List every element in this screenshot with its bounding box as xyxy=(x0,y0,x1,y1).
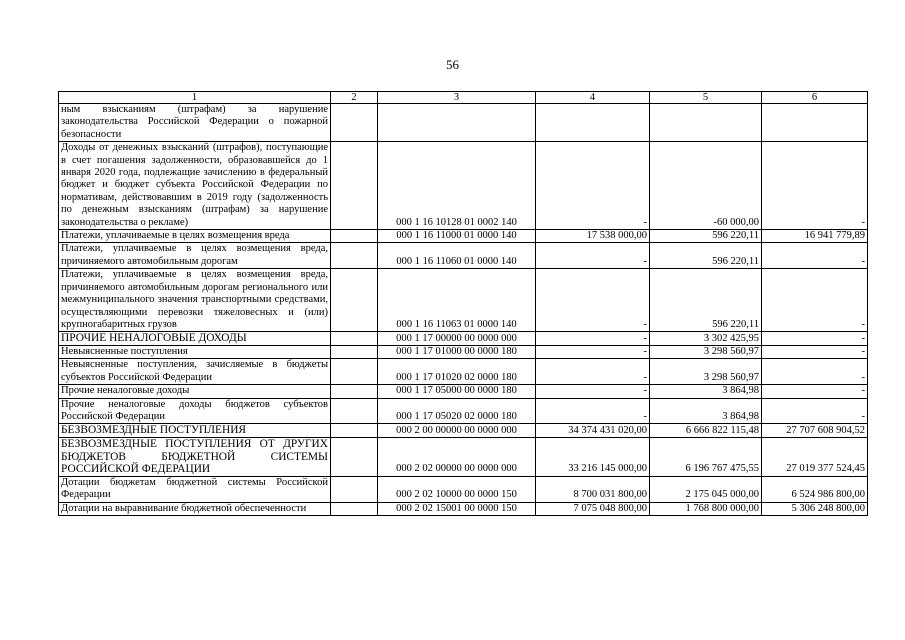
row-name-cell: Прочие неналоговые доходы бюджетов субъектов Российской Федерации xyxy=(59,398,331,424)
row-remaining-cell: 27 019 377 524,45 xyxy=(762,437,868,476)
row-name-cell: Дотации бюджетам бюджетной системы Российской Федерации xyxy=(59,476,331,502)
row-col2-cell xyxy=(331,476,378,502)
row-name-cell: ПРОЧИЕ НЕНАЛОГОВЫЕ ДОХОДЫ xyxy=(59,332,331,346)
row-planned-cell: 8 700 031 800,00 xyxy=(536,476,650,502)
row-col2-cell xyxy=(331,345,378,358)
row-executed-cell: 1 768 800 000,00 xyxy=(650,502,762,515)
row-executed-cell xyxy=(650,104,762,142)
row-planned-cell: - xyxy=(536,398,650,424)
table-row xyxy=(59,476,868,502)
table-row xyxy=(59,243,868,269)
row-col2-cell xyxy=(331,230,378,243)
row-code-cell: 000 1 16 11063 01 0000 140 xyxy=(378,269,536,332)
row-name-cell: Платежи, уплачиваемые в целях возмещения вреда, причиняемого автомобильным дорогам xyxy=(59,243,331,269)
row-planned-cell: 17 538 000,00 xyxy=(536,230,650,243)
row-executed-cell: 3 864,98 xyxy=(650,385,762,398)
column-header: 3 xyxy=(378,92,536,104)
row-name-cell: Дотации на выравнивание бюджетной обеспеченности xyxy=(59,502,331,515)
row-remaining-cell: - xyxy=(762,142,868,230)
row-code-cell: 000 1 17 05020 02 0000 180 xyxy=(378,398,536,424)
row-planned-cell: - xyxy=(536,142,650,230)
row-code-cell: 000 2 00 00000 00 0000 000 xyxy=(378,424,536,438)
row-remaining-cell: - xyxy=(762,385,868,398)
page-number: 56 xyxy=(446,57,459,72)
row-executed-cell: 2 175 045 000,00 xyxy=(650,476,762,502)
row-planned-cell: - xyxy=(536,345,650,358)
budget-revenue-table xyxy=(58,91,868,516)
row-code-cell: 000 2 02 10000 00 0000 150 xyxy=(378,476,536,502)
column-header: 2 xyxy=(331,92,378,104)
table-row xyxy=(59,424,868,438)
row-name-cell: ным взысканиям (штрафам) за нарушение законодательства Российской Федерации о пожарной безопасности xyxy=(59,104,331,142)
row-col2-cell xyxy=(331,437,378,476)
row-col2-cell xyxy=(331,104,378,142)
row-col2-cell xyxy=(331,398,378,424)
table-row xyxy=(59,332,868,346)
table-row xyxy=(59,142,868,230)
row-col2-cell xyxy=(331,142,378,230)
row-code-cell: 000 2 02 15001 00 0000 150 xyxy=(378,502,536,515)
row-planned-cell: - xyxy=(536,269,650,332)
row-col2-cell xyxy=(331,359,378,385)
table-row xyxy=(59,230,868,243)
row-planned-cell: - xyxy=(536,385,650,398)
column-header: 5 xyxy=(650,92,762,104)
table-row xyxy=(59,359,868,385)
row-remaining-cell xyxy=(762,104,868,142)
row-remaining-cell: - xyxy=(762,269,868,332)
row-executed-cell: 3 302 425,95 xyxy=(650,332,762,346)
row-name-cell: Невыясненные поступления, зачисляемые в бюджеты субъектов Российской Федерации xyxy=(59,359,331,385)
row-executed-cell: 596 220,11 xyxy=(650,269,762,332)
row-planned-cell: 33 216 145 000,00 xyxy=(536,437,650,476)
table-row xyxy=(59,104,868,142)
table-row xyxy=(59,398,868,424)
row-code-cell: 000 1 16 11000 01 0000 140 xyxy=(378,230,536,243)
row-name-cell: Доходы от денежных взысканий (штрафов), поступающие в счет погашения задолженности, образовавшейся до 1 января 2020 года, подлежащие зачислению в федеральный бюджет и бюджет субъекта Российской Федерации по нормативам, действовавшим в 2019 году (задолженность по денежным взысканиям (штрафам) за нарушение законодательства о рекламе) xyxy=(59,142,331,230)
table-row xyxy=(59,437,868,476)
row-col2-cell xyxy=(331,385,378,398)
row-executed-cell: -60 000,00 xyxy=(650,142,762,230)
row-executed-cell: 596 220,11 xyxy=(650,243,762,269)
row-col2-cell xyxy=(331,269,378,332)
row-name-cell: Платежи, уплачиваемые в целях возмещения вреда, причиняемого автомобильным дорогам регионального или межмуниципального значения транспортными средствами, осуществляющими перевозки тяжеловесных и (или) крупногабаритных грузов xyxy=(59,269,331,332)
row-code-cell: 000 1 17 00000 00 0000 000 xyxy=(378,332,536,346)
row-remaining-cell: 16 941 779,89 xyxy=(762,230,868,243)
row-remaining-cell: - xyxy=(762,243,868,269)
row-executed-cell: 596 220,11 xyxy=(650,230,762,243)
row-code-cell: 000 1 16 10128 01 0002 140 xyxy=(378,142,536,230)
row-planned-cell: - xyxy=(536,243,650,269)
row-code-cell: 000 1 16 11060 01 0000 140 xyxy=(378,243,536,269)
row-name-cell: БЕЗВОЗМЕЗДНЫЕ ПОСТУПЛЕНИЯ xyxy=(59,424,331,438)
row-col2-cell xyxy=(331,424,378,438)
row-remaining-cell: - xyxy=(762,345,868,358)
row-code-cell: 000 1 17 01000 00 0000 180 xyxy=(378,345,536,358)
row-remaining-cell: - xyxy=(762,398,868,424)
row-name-cell: Невыясненные поступления xyxy=(59,345,331,358)
row-remaining-cell: - xyxy=(762,359,868,385)
table-row xyxy=(59,385,868,398)
row-col2-cell xyxy=(331,332,378,346)
table-row xyxy=(59,345,868,358)
row-col2-cell xyxy=(331,243,378,269)
row-planned-cell xyxy=(536,104,650,142)
row-name-cell: БЕЗВОЗМЕЗДНЫЕ ПОСТУПЛЕНИЯ ОТ ДРУГИХ БЮДЖЕТОВ БЮДЖЕТНОЙ СИСТЕМЫ РОССИЙСКОЙ ФЕДЕРАЦИИ xyxy=(59,437,331,476)
column-header: 1 xyxy=(59,92,331,104)
row-code-cell: 000 1 17 05000 00 0000 180 xyxy=(378,385,536,398)
row-planned-cell: 7 075 048 800,00 xyxy=(536,502,650,515)
row-col2-cell xyxy=(331,502,378,515)
row-code-cell xyxy=(378,104,536,142)
column-number-row xyxy=(59,92,868,104)
row-code-cell: 000 2 02 00000 00 0000 000 xyxy=(378,437,536,476)
table-row xyxy=(59,269,868,332)
row-planned-cell: - xyxy=(536,332,650,346)
row-remaining-cell: - xyxy=(762,332,868,346)
row-name-cell: Прочие неналоговые доходы xyxy=(59,385,331,398)
row-remaining-cell: 6 524 986 800,00 xyxy=(762,476,868,502)
row-planned-cell: - xyxy=(536,359,650,385)
row-remaining-cell: 5 306 248 800,00 xyxy=(762,502,868,515)
row-executed-cell: 3 298 560,97 xyxy=(650,359,762,385)
row-executed-cell: 6 196 767 475,55 xyxy=(650,437,762,476)
row-remaining-cell: 27 707 608 904,52 xyxy=(762,424,868,438)
table-body xyxy=(59,104,868,516)
row-name-cell: Платежи, уплачиваемые в целях возмещения вреда xyxy=(59,230,331,243)
row-executed-cell: 3 864,98 xyxy=(650,398,762,424)
table-row xyxy=(59,502,868,515)
column-header: 4 xyxy=(536,92,650,104)
row-code-cell: 000 1 17 01020 02 0000 180 xyxy=(378,359,536,385)
row-executed-cell: 3 298 560,97 xyxy=(650,345,762,358)
row-planned-cell: 34 374 431 020,00 xyxy=(536,424,650,438)
row-executed-cell: 6 666 822 115,48 xyxy=(650,424,762,438)
column-header: 6 xyxy=(762,92,868,104)
